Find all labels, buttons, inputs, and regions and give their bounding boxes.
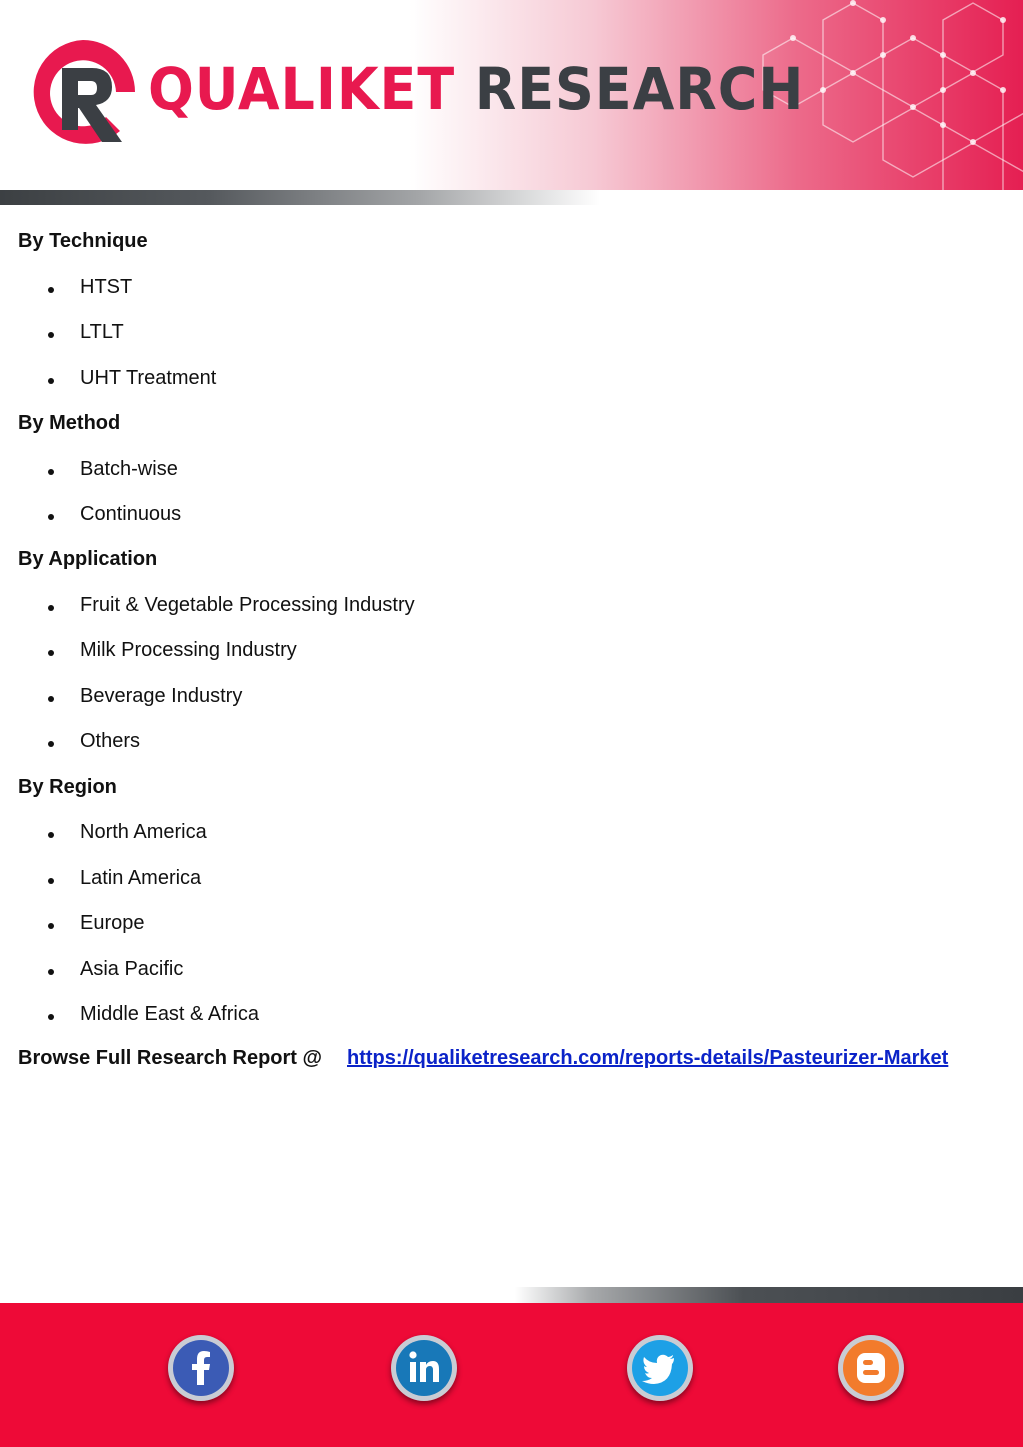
bullet-icon bbox=[48, 605, 54, 611]
list-item-label: LTLT bbox=[80, 321, 124, 343]
brand-name-part2: RESEARCH bbox=[474, 55, 805, 123]
bullet-icon bbox=[48, 969, 54, 975]
bullet-icon bbox=[48, 878, 54, 884]
list-item-label: Continuous bbox=[80, 503, 182, 525]
bullet-icon bbox=[48, 1014, 54, 1020]
qr-logo-icon bbox=[22, 34, 144, 150]
list-item-label: Others bbox=[80, 730, 141, 752]
list-item-label: Middle East & Africa bbox=[80, 1003, 259, 1025]
section-heading-technique: By Technique bbox=[18, 230, 148, 252]
list-item-label: UHT Treatment bbox=[80, 367, 217, 389]
list-item-label: Asia Pacific bbox=[80, 958, 184, 980]
bullet-icon bbox=[48, 741, 54, 747]
twitter-icon[interactable] bbox=[627, 1335, 693, 1401]
list-item-label: Europe bbox=[80, 912, 145, 934]
bullet-icon bbox=[48, 469, 54, 475]
list-item-label: Beverage Industry bbox=[80, 685, 243, 707]
section-heading-method: By Method bbox=[18, 412, 121, 434]
brand-name-part1: QUALIKET bbox=[148, 55, 456, 123]
bullet-icon bbox=[48, 923, 54, 929]
brand-name bbox=[148, 55, 805, 123]
list-item-label: HTST bbox=[80, 276, 133, 298]
list-item-label: Batch-wise bbox=[80, 458, 178, 480]
list-item-label: Latin America bbox=[80, 867, 202, 889]
bullet-icon bbox=[48, 332, 54, 338]
footer-divider bbox=[515, 1287, 1023, 1303]
section-heading-region: By Region bbox=[18, 776, 117, 798]
facebook-icon[interactable] bbox=[168, 1335, 234, 1401]
section-heading-application: By Application bbox=[18, 548, 158, 570]
list-item-label: Fruit & Vegetable Processing Industry bbox=[80, 594, 415, 616]
bullet-icon bbox=[48, 650, 54, 656]
list-item-label: Milk Processing Industry bbox=[80, 639, 297, 661]
browse-report-label: Browse Full Research Report @ bbox=[18, 1047, 323, 1069]
linkedin-icon[interactable] bbox=[391, 1335, 457, 1401]
header-banner bbox=[0, 0, 1023, 190]
header-divider bbox=[0, 190, 600, 205]
list-item-label: North America bbox=[80, 821, 207, 843]
report-link[interactable]: https://qualiketresearch.com/reports-details/Pasteurizer-Market bbox=[347, 1047, 949, 1069]
bullet-icon bbox=[48, 378, 54, 384]
bullet-icon bbox=[48, 287, 54, 293]
bullet-icon bbox=[48, 696, 54, 702]
blogger-icon[interactable] bbox=[838, 1335, 904, 1401]
bullet-icon bbox=[48, 514, 54, 520]
bullet-icon bbox=[48, 832, 54, 838]
